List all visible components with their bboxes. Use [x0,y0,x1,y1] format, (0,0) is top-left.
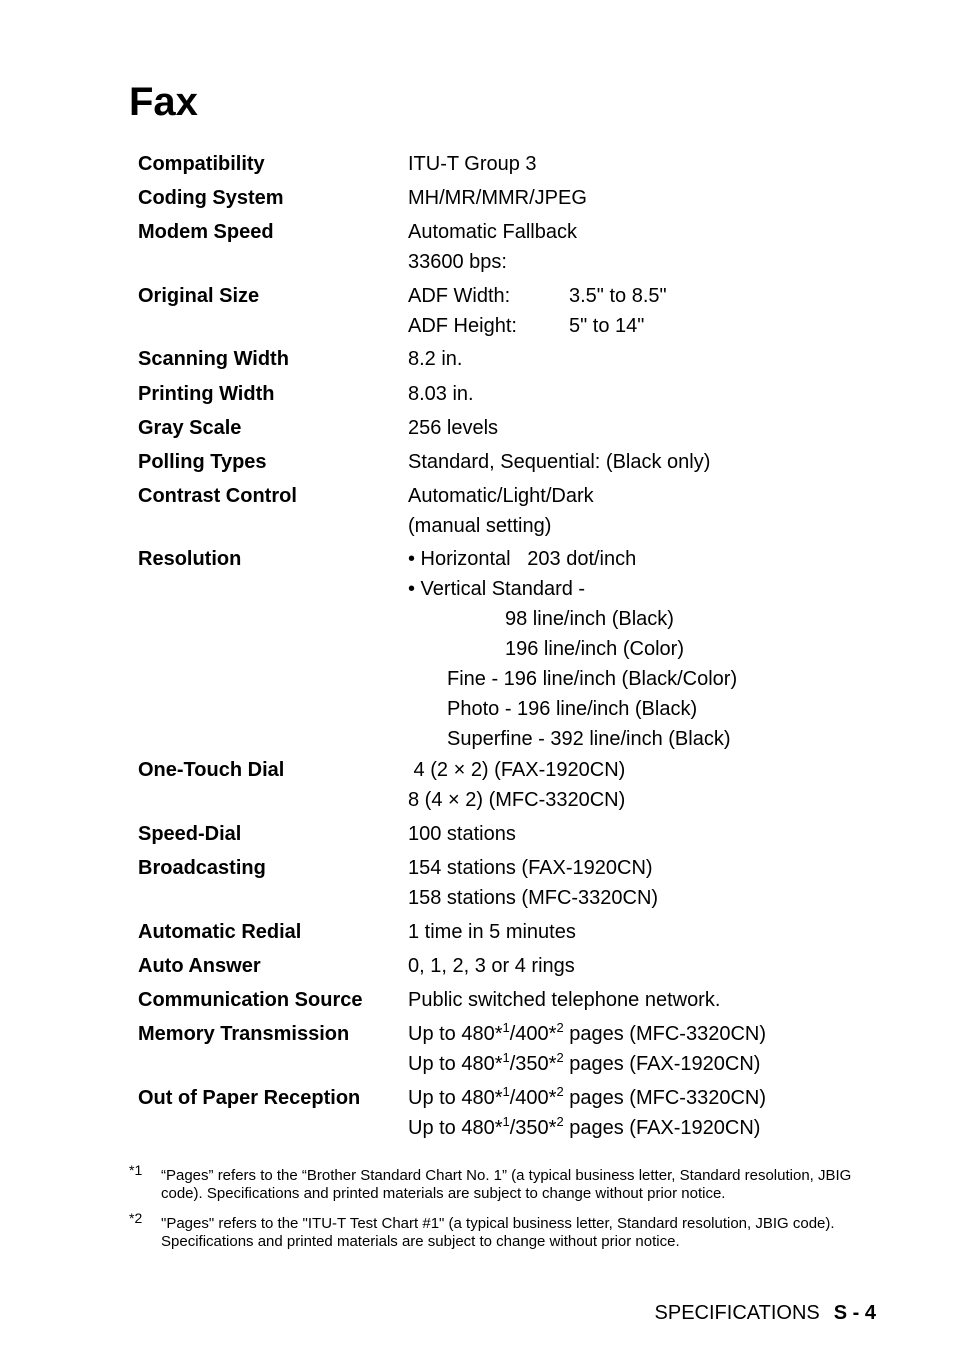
spec-value-line: 158 stations (MFC-3320CN) [408,887,659,909]
spec-value [408,544,737,754]
value-text: pages (MFC-3320CN) [563,1023,766,1045]
spec-label: Broadcasting [138,857,266,879]
value-text: /400* [509,1087,557,1109]
spec-value-line: Fine - 196 line/inch (Black/Color) [447,668,738,690]
value-text: Up to 480* [408,1053,503,1075]
value-text: /400* [509,1023,557,1045]
spec-value-line: 154 stations (FAX-1920CN) [408,857,653,879]
adf-width-key: ADF Width: [408,285,511,307]
spec-value-line: Photo - 196 line/inch (Black) [447,698,698,720]
spec-value-line: 4 (2 × 2) (FAX-1920CN) [408,759,626,781]
spec-value-line: • Vertical Standard - [408,578,586,600]
spec-value [408,985,720,1015]
spec-value-line [408,1019,766,1049]
spec-label: Resolution [138,548,242,570]
spec-value [408,917,576,947]
spec-value [408,344,462,374]
value-text: Up to 480* [408,1117,503,1139]
spec-value-line [408,1049,766,1079]
spec-value-line: 256 levels [408,417,499,439]
spec-value [408,1019,766,1079]
value-text: /350* [509,1053,557,1075]
footnote-marker: *2 [129,1210,143,1226]
footnote-ref: 1 [502,1050,510,1065]
spec-value [408,281,667,341]
spec-label: Memory Transmission [138,1023,350,1045]
spec-value [408,149,537,179]
spec-value [408,379,474,409]
adf-height-value: 5" to 14" [569,315,645,337]
spec-label: Scanning Width [138,348,289,370]
spec-value-line: MH/MR/MMR/JPEG [408,187,587,209]
value-text: pages (FAX-1920CN) [563,1053,761,1075]
spec-value-line: Automatic Fallback [408,221,577,243]
spec-value [408,755,625,815]
spec-value-line: ITU-T Group 3 [408,153,537,175]
spec-value-line: 8.03 in. [408,383,474,405]
spec-label: Compatibility [138,153,265,175]
footnote-ref: 2 [556,1050,564,1065]
spec-value-line: 8 (4 × 2) (MFC-3320CN) [408,789,626,811]
value-text: /350* [509,1117,557,1139]
spec-value [408,951,575,981]
spec-label: Polling Types [138,451,267,473]
spec-label: Original Size [138,285,260,307]
spec-value-line: 98 line/inch (Black) [505,608,674,630]
footnote-ref: 2 [556,1084,564,1099]
spec-value-line: Public switched telephone network. [408,989,721,1011]
spec-value [408,1083,766,1143]
spec-value [408,853,658,913]
spec-label: Out of Paper Reception [138,1087,361,1109]
spec-value-line [408,1083,766,1113]
spec-value-line: 33600 bps: [408,251,507,273]
spec-label: Printing Width [138,383,275,405]
spec-value [408,481,594,541]
spec-label: Gray Scale [138,417,242,439]
spec-value-line: Standard, Sequential: (Black only) [408,451,711,473]
spec-value-line [408,1113,766,1143]
footnote-ref: 1 [502,1084,510,1099]
spec-value-line: 1 time in 5 minutes [408,921,576,943]
footer-section: SPECIFICATIONS [654,1302,820,1324]
spec-value [408,217,577,277]
spec-label: Modem Speed [138,221,274,243]
spec-value-line [408,281,667,311]
spec-value [408,183,587,213]
spec-value-line: 0, 1, 2, 3 or 4 rings [408,955,575,977]
footnote-marker: *1 [129,1162,143,1178]
spec-value-line: (manual setting) [408,515,552,537]
spec-label: Contrast Control [138,485,297,507]
adf-width-value: 3.5" to 8.5" [569,285,667,307]
value-text: pages (MFC-3320CN) [563,1087,766,1109]
page-title: Fax [129,80,198,124]
spec-label: Automatic Redial [138,921,302,943]
spec-value [408,447,710,477]
footnote-text: “Pages” refers to the “Brother Standard Chart No. 1” (a typical business letter, Standard resolution, JBIG code). Specifications and printed materials are subject to change without prior notice. [161,1167,852,1202]
footnote-text: "Pages" refers to the "ITU-T Test Chart #1" (a typical business letter, Standard resolution, JBIG code). Specifications and printed materials are subject to change without prior notice. [161,1215,835,1250]
value-text: Up to 480* [408,1023,503,1045]
spec-label: Communication Source [138,989,363,1011]
spec-label: Speed-Dial [138,823,242,845]
page-footer [655,1300,876,1326]
adf-height-key: ADF Height: [408,315,517,337]
spec-label: Auto Answer [138,955,261,977]
value-text: Up to 480* [408,1087,503,1109]
footnote-ref: 2 [556,1020,564,1035]
spec-value-line: Superfine - 392 line/inch (Black) [447,728,731,750]
footnote-ref: 2 [556,1114,564,1129]
spec-value [408,819,516,849]
spec-value-line: 8.2 in. [408,348,463,370]
spec-label: One-Touch Dial [138,759,285,781]
spec-value-line [408,311,667,341]
spec-value-line: Automatic/Light/Dark [408,485,594,507]
spec-value-line: 196 line/inch (Color) [505,638,684,660]
spec-value-line: • Horizontal 203 dot/inch [408,548,637,570]
footnote-ref: 1 [502,1114,510,1129]
page-number: S - 4 [833,1302,876,1324]
footnote-ref: 1 [502,1020,510,1035]
spec-value-line: 100 stations [408,823,516,845]
value-text: pages (FAX-1920CN) [563,1117,761,1139]
spec-label: Coding System [138,187,284,209]
spec-value [408,413,498,443]
